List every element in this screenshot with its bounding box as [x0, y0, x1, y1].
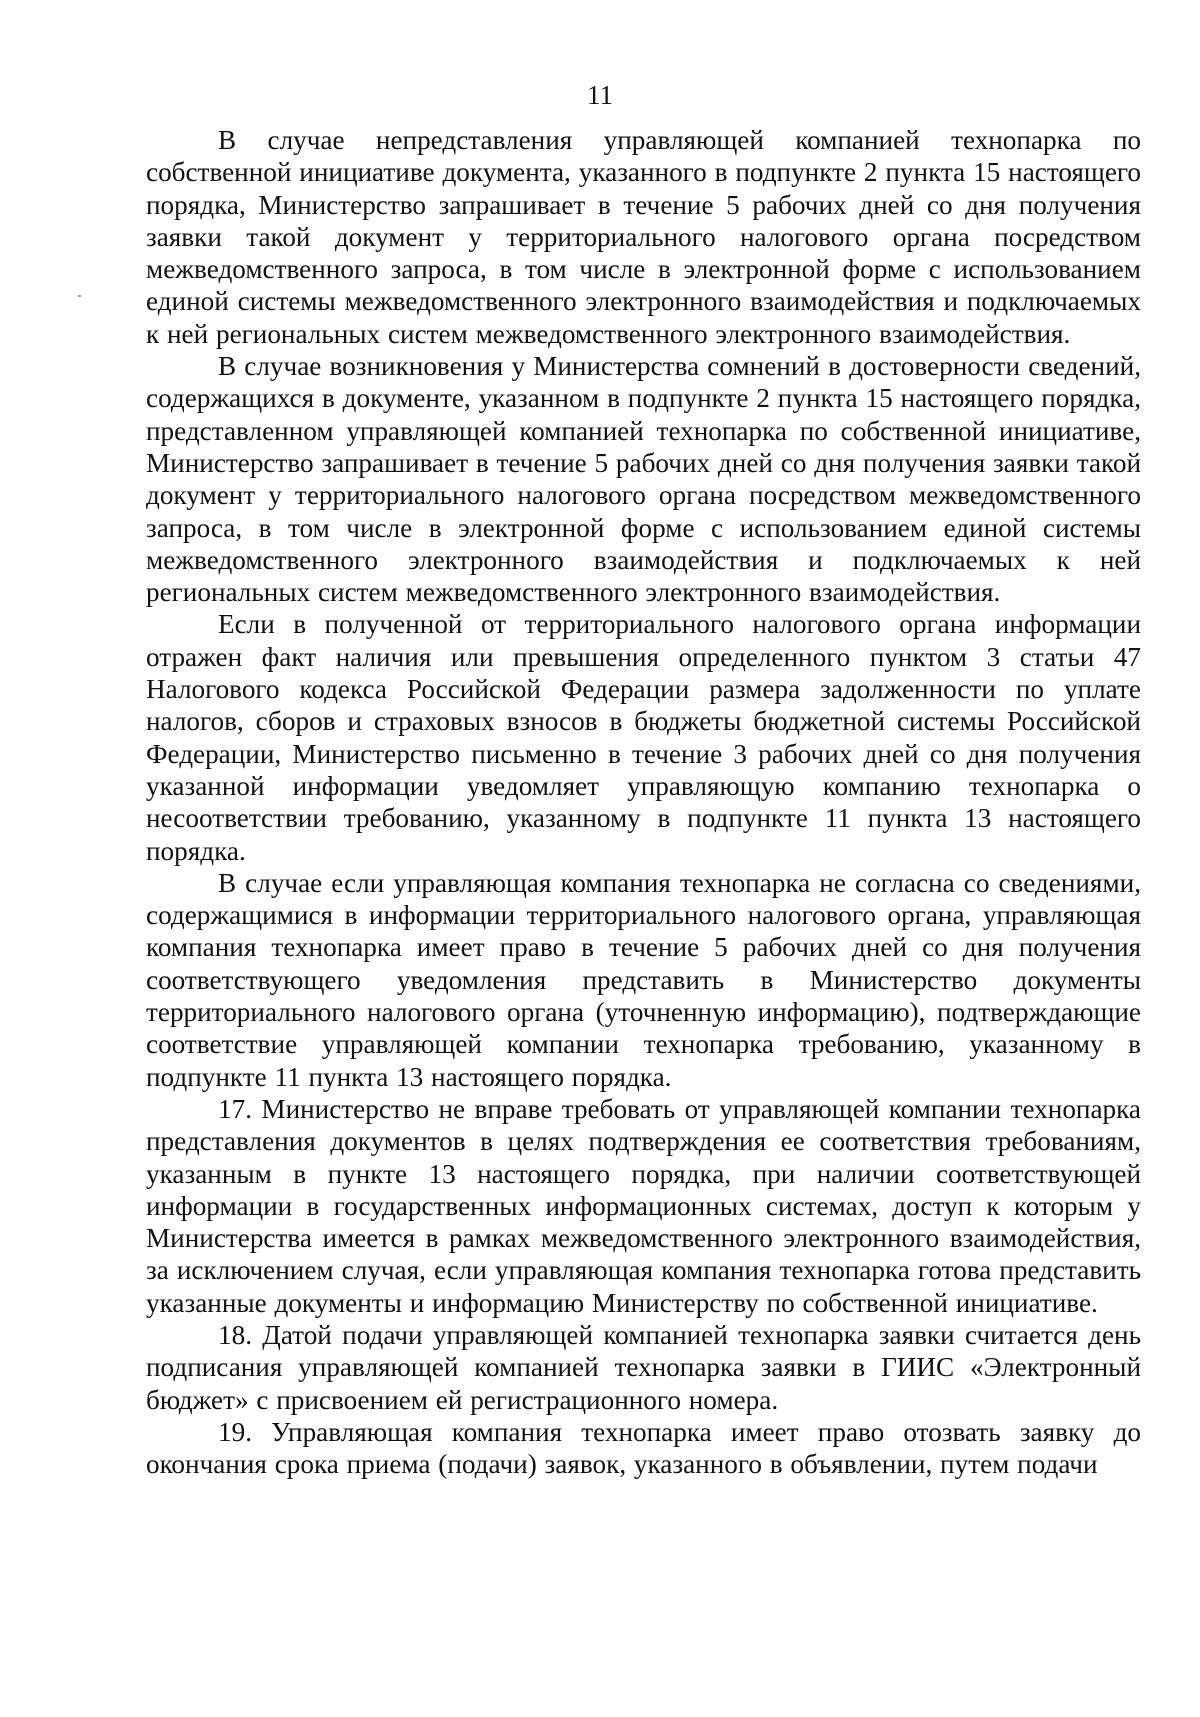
- paragraph-item-19: 19. Управляющая компания технопарка имеет право отозвать заявку до окончания срока приема (подачи) заявок, указанного в объявлении, путем подачи: [146, 1416, 1141, 1480]
- scan-artifact: [78, 295, 81, 297]
- paragraph-item-18: 18. Датой подачи управляющей компанией технопарка заявки считается день подписания управляющей компанией технопарка заявки в ГИИС «Электронный бюджет» с присвоением ей регистрационного номера.: [146, 1319, 1141, 1415]
- paragraph-nonsubmission-request: В случае непредставления управляющей компанией технопарка по собственной инициативе документа, указанного в подпункте 2 пункта 15 настоящего порядка, Министерство запрашивает в течение 5 рабочих дней со дня получения заявки такой документ у территориального налогового органа посредством межведомственного запроса, в том числе в электронной форме с использованием единой системы межведомственного электронного взаимодействия и подключаемых к ней региональных систем межведомственного электронного взаимодействия.: [146, 125, 1141, 349]
- page-number: 11: [587, 80, 613, 110]
- paragraph-disagreement: В случае если управляющая компания технопарка не согласна со сведениями, содержащимися в информации территориального налогового органа, управляющая компания технопарка имеет право в течение 5 рабочих дней со дня получения соответствующего уведомления представить в Министерство документы территориального налогового органа (уточненную информацию), подтверждающие соответствие управляющей компании технопарка требованию, указанному в подпункте 11 пункта 13 настоящего порядка.: [146, 867, 1141, 1092]
- paragraph-doubts-request: В случае возникновения у Министерства сомнений в достоверности сведений, содержащихся в документе, указанном в подпункте 2 пункта 15 настоящего порядка, представленном управляющей компанией технопарка по собственной инициативе, Министерство запрашивает в течение 5 рабочих дней со дня получения заявки такой документ у территориального налогового органа посредством межведомственного запроса, в том числе в электронной форме с использованием единой системы межведомственного электронного взаимодействия и подключаемых к ней региональных систем межведомственного электронного взаимодействия.: [146, 351, 1141, 608]
- document-body: [146, 124, 1141, 1480]
- paragraph-tax-debt-notice: Если в полученной от территориального налогового органа информации отражен факт наличия или превышения определенного пунктом 3 статьи 47 Налогового кодекса Российской Федерации размера задолженности по уплате налогов, сборов и страховых взносов в бюджеты бюджетной системы Российской Федерации, Министерство письменно в течение 3 рабочих дней со дня получения указанной информации уведомляет управляющую компанию технопарка о несоответствии требованию, указанному в подпункте 11 пункта 13 настоящего порядка.: [146, 609, 1141, 866]
- paragraph-item-17: 17. Министерство не вправе требовать от управляющей компании технопарка представления документов в целях подтверждения ее соответствия требованиям, указанным в пункте 13 настоящего порядка, при наличии соответствующей информации в государственных информационных системах, доступ к которым у Министерства имеется в рамках межведомственного электронного взаимодействия, за исключением случая, если управляющая компания технопарка готова представить указанные документы и информацию Министерству по собственной инициативе.: [146, 1093, 1141, 1318]
